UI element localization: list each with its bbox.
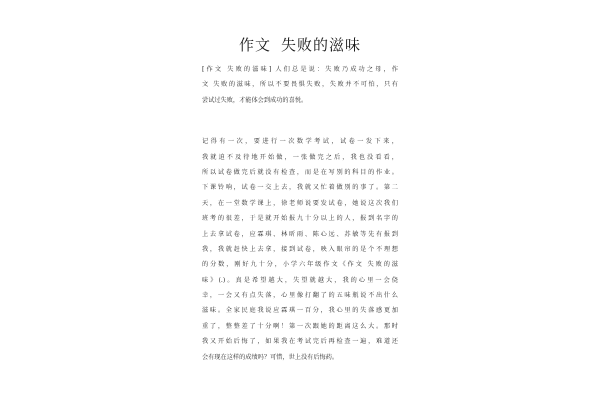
essay-line: 我又开始后悔了，如果我在考试完后再检查一遍，难道还 bbox=[202, 338, 398, 346]
essay-line: 会有现在这样的成绩吗？可惜，世上没有后悔药。 bbox=[202, 353, 339, 361]
page-title bbox=[0, 34, 600, 55]
essay-line: [作文 失败的滋味] 人们总是说：失败乃成功之母，作 bbox=[202, 66, 398, 73]
essay-line: 我就迫不及待地开始做，一张做完之后，我也没看看， bbox=[202, 153, 398, 161]
essay-line: 幸，一会又有点失落，心里像打翻了的五味瓶说不出什么 bbox=[202, 292, 398, 300]
title-part-genre: 作文 bbox=[238, 36, 271, 54]
essay-line: 文 失败的滋味，所以不要畏惧失败，失败并不可怕，只有 bbox=[202, 81, 398, 89]
essay-line: 班考的很差，于是就开始报九十分以上的人，报到名字的 bbox=[202, 215, 398, 223]
essay-line: 上去拿试卷，应霖琪、林昕雨、陈心远、苏敏等先有报到 bbox=[202, 230, 398, 238]
essay-line: 我，我就赶快上去拿，接到试卷，映入眼帘的是个不理想 bbox=[202, 245, 398, 253]
essay-line: 尝试过失败，才能体会到成功的喜悦。 bbox=[202, 96, 308, 104]
essay-line: 滋味。全家民庭我说应霖琪一百分，我心里的失落感更加 bbox=[202, 307, 398, 315]
essay-line: 记得有一次，要进行一次数学考试，试卷一发下来， bbox=[202, 138, 398, 146]
essay-line: 所以试卷做完后就没有检查，而是在写别的科目的作业。 bbox=[202, 168, 398, 176]
essay-line: 下课铃响，试卷一交上去，我就又忙着做别的事了。第二 bbox=[202, 184, 398, 192]
essay-line: 的分数，刚好九十分，小学六年级作文《作文 失败的滋 bbox=[202, 261, 398, 269]
essay-line: 重了，整整差了十分啊！第一次跟她的距离这么大。那时 bbox=[202, 322, 398, 330]
essay-line: 味》(.)。真是希望越大，失望就越大，我的心里一会侥 bbox=[202, 276, 398, 284]
title-part-subject: 失败的滋味 bbox=[281, 36, 362, 54]
essay-line: 天，在一堂数学课上，徐老师说要发试卷，她说这次我们 bbox=[202, 199, 398, 207]
paragraph-gap bbox=[202, 108, 398, 134]
essay-body bbox=[202, 62, 398, 365]
